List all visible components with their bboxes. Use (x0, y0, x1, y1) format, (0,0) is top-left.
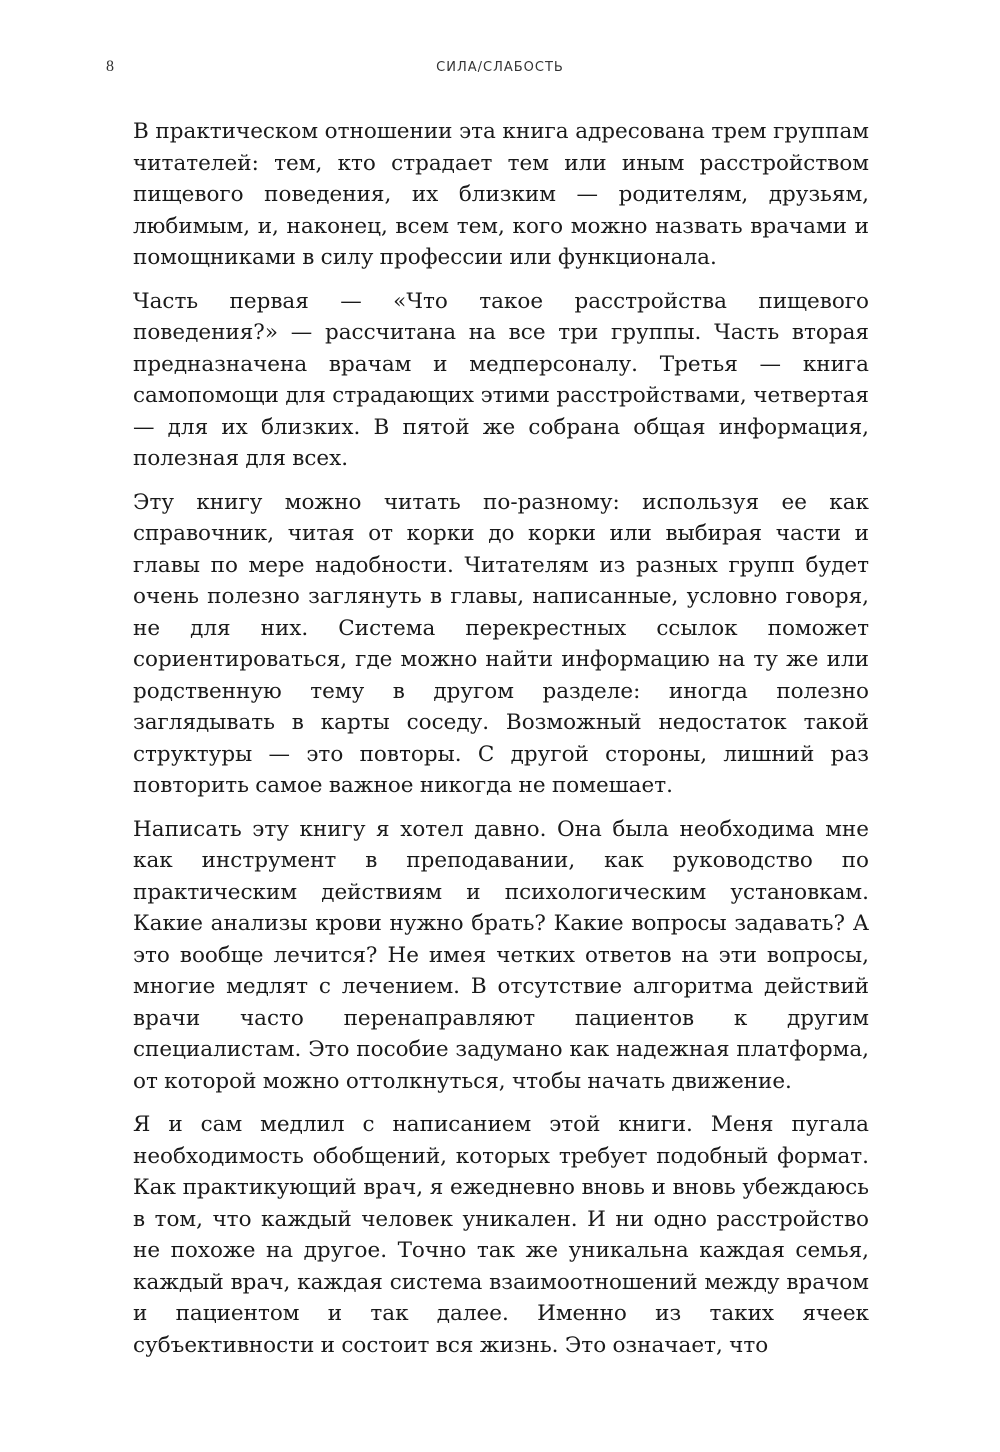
page-number: 8 (106, 58, 114, 75)
paragraph-5: Я и сам медлил с написанием этой книги. Меня пугала необходимость обобщений, которых требует подобный формат. Как практикующий врач, я ежедневно вновь и вновь убеждаюсь в том, что каждый человек уникален. И ни одно расстройство не похоже на другое. Точно так же уникальна каждая семья, каждый врач, каждая система взаимоотношений между врачом и пациентом и так далее. Именно из таких ячеек субъективности и состоит вся жизнь. Это означает, что (133, 1112, 869, 1358)
paragraph-3: Эту книгу можно читать по-разному: используя ее как справочник, читая от корки до корки или выбирая части и главы по мере надобности. Читателям из разных групп будет очень полезно заглянуть в главы, написанные, условно говоря, не для них. Система перекрестных ссылок поможет сориентироваться, где можно найти информацию на ту же или родственную тему в другом разделе: иногда полезно заглядывать в карты соседу. Возможный недостаток такой структуры — это повторы. С другой стороны, лишний раз повторить самое важное никогда не помешает. (133, 489, 869, 798)
running-header-title: СИЛА/СЛАБОСТЬ (436, 60, 564, 75)
body-text (133, 116, 869, 1373)
paragraph-1: В практическом отношении эта книга адресована трем группам читателей: тем, кто страдает тем или иным расстройством пищевого поведения, их близким — родителям, друзьям, любимым, и, наконец, всем тем, кого можно назвать врачами и помощниками в силу профессии или функционала. (133, 119, 869, 270)
paragraph-4: Написать эту книгу я хотел давно. Она была необходима мне как инструмент в преподавании, как руководство по практическим действиям и психологическим установкам. Какие анализы крови нужно брать? Какие вопросы задавать? А это вообще лечится? Не имея четких ответов на эти вопросы, многие медлят с лечением. В отсутствие алгоритма действий врачи часто перенаправляют пациентов к другим специалистам. Это пособие задумано как надежная платформа, от которой можно оттолкнуться, чтобы начать движение. (133, 816, 869, 1094)
paragraph-2: Часть первая — «Что такое расстройства пищевого поведения?» — рассчитана на все три группы. Часть вторая предназначена врачам и медперсоналу. Третья — книга самопомощи для страдающих этими расстройствами, четвертая — для их близких. В пятой же собрана общая информация, полезная для всех. (133, 288, 869, 471)
